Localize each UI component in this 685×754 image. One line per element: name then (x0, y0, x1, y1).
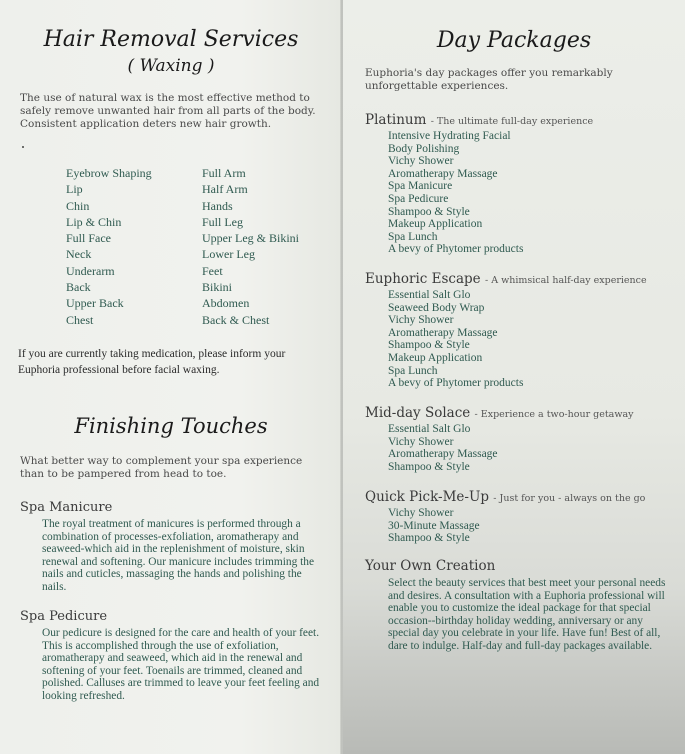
list-item: A bevy of Phytomer products (388, 243, 524, 256)
finishing-intro: What better way to complement your spa experience than to be pampered from head to toe. (20, 455, 303, 480)
your-own-creation-text: Select the beauty services that best meet your personal needs and desires. A consultation with a Euphoria professional will enable you to customize the ideal package for that special occasion--birthday holiday wedding, anniversary or any special day you celebrate in your life. Have fun! Best of all, dare to indulge. Half-day and full-day packages available. (388, 577, 666, 652)
list-item: Spa Lunch (388, 364, 438, 377)
package-name: Quick Pick-Me-Up (365, 489, 489, 505)
list-item: Lip & Chin (66, 214, 122, 229)
hair-removal-intro: The use of natural wax is the most effective method to safely remove unwanted hair from all parts of the body. Consistent application deters new hair growth. (20, 92, 316, 130)
list-item: Half Arm (202, 182, 248, 197)
list-item: 30-Minute Massage (388, 519, 480, 532)
quick-pick-me-up-heading (365, 489, 645, 505)
package-name: Platinum (365, 112, 427, 128)
left-panel (0, 0, 342, 754)
list-item: Spa Pedicure (388, 192, 449, 205)
spa-pedicure-text: Our pedicure is designed for the care and health of your feet. This is accomplished through the use of exfoliation, aromatherapy and seaweed, which aid in the renewal and softening of your feet. Toenails are trimmed, cleaned and polished. Calluses are trimmed to leave your feet feeling and looking refreshed. (42, 627, 320, 702)
hair-removal-subtitle: ( Waxing ) (127, 56, 215, 76)
list-item: Neck (66, 247, 92, 262)
waxing-list-col1 (66, 165, 152, 328)
list-item: Vichy Shower (388, 314, 454, 327)
list-item: Lip (66, 182, 83, 197)
list-item: Spa Lunch (388, 230, 438, 243)
finishing-touches-title: Finishing Touches (74, 414, 268, 438)
list-item: Chin (66, 198, 90, 213)
right-panel (343, 0, 685, 754)
list-item: Hands (202, 198, 233, 213)
list-item: Back (66, 280, 91, 295)
list-item: Abdomen (202, 296, 250, 311)
list-item: Lower Leg (202, 247, 255, 262)
hair-removal-title: Hair Removal Services (43, 27, 299, 52)
waxing-medication-note: If you are currently taking medication, please inform your Euphoria professional before facial waxing. (18, 348, 286, 376)
list-item: A bevy of Phytomer products (388, 377, 524, 390)
list-item: Essential Salt Glo (388, 423, 471, 435)
day-packages-title: Day Packages (436, 28, 592, 53)
spa-manicure-text: The royal treatment of manicures is performed through a combination of processes-exfoliation, aromatherapy and seaweed-which aid in the replenishment of moisture, skin renewal and softening. Our manicure includes trimming the nails and cuticles, massaging the hands and polishing the nails. (42, 518, 315, 593)
list-item: Underarm (66, 263, 115, 278)
list-item: Aromatherapy Massage (388, 448, 498, 461)
list-item: Vichy Shower (388, 507, 454, 519)
list-item: Bikini (202, 280, 233, 295)
package-tagline: - The ultimate full-day experience (430, 116, 594, 127)
list-item: Makeup Application (388, 218, 483, 231)
spa-manicure-heading: Spa Manicure (20, 500, 113, 515)
midday-solace-heading (365, 405, 633, 421)
list-item: Shampoo & Style (388, 205, 470, 218)
list-item: Seaweed Body Wrap (388, 301, 485, 314)
platinum-heading (365, 112, 593, 128)
list-item: Shampoo & Style (388, 532, 470, 545)
list-item: Back & Chest (202, 312, 270, 327)
list-item: Upper Leg & Bikini (202, 231, 299, 246)
list-item: Upper Back (66, 296, 124, 311)
waxing-list-col2 (202, 165, 299, 328)
package-tagline: - Just for you - always on the go (493, 493, 646, 504)
list-item: Vichy Shower (388, 435, 454, 448)
list-item: Full Arm (202, 166, 246, 180)
midday-solace-list (388, 423, 498, 473)
list-item: Chest (66, 312, 94, 327)
platinum-list (388, 130, 523, 256)
list-item: Eyebrow Shaping (66, 166, 152, 180)
list-item: Makeup Application (388, 351, 483, 364)
list-item: Vichy Shower (388, 155, 454, 168)
list-item: Full Leg (202, 214, 243, 229)
package-name: Euphoric Escape (365, 271, 481, 287)
day-packages-intro: Euphoria's day packages offer you remarkably unforgettable experiences. (365, 67, 613, 92)
quick-pick-me-up-list (388, 507, 480, 545)
list-item: Intensive Hydrating Facial (388, 130, 511, 142)
list-item: Essential Salt Glo (388, 289, 471, 301)
bullet-dot (22, 146, 24, 148)
list-item: Feet (202, 263, 223, 278)
spa-pedicure-heading: Spa Pedicure (20, 609, 108, 624)
list-item: Aromatherapy Massage (388, 326, 498, 339)
euphoric-escape-list (388, 289, 523, 390)
package-name: Mid-day Solace (365, 405, 471, 421)
list-item: Shampoo & Style (388, 460, 470, 473)
list-item: Aromatherapy Massage (388, 167, 498, 180)
package-tagline: - Experience a two-hour getaway (474, 409, 634, 420)
your-own-creation-heading: Your Own Creation (365, 558, 496, 574)
euphoric-escape-heading (365, 271, 647, 287)
package-tagline: - A whimsical half-day experience (484, 275, 647, 286)
list-item: Full Face (66, 231, 111, 246)
list-item: Spa Manicure (388, 180, 453, 193)
list-item: Shampoo & Style (388, 339, 470, 352)
list-item: Body Polishing (388, 142, 460, 155)
